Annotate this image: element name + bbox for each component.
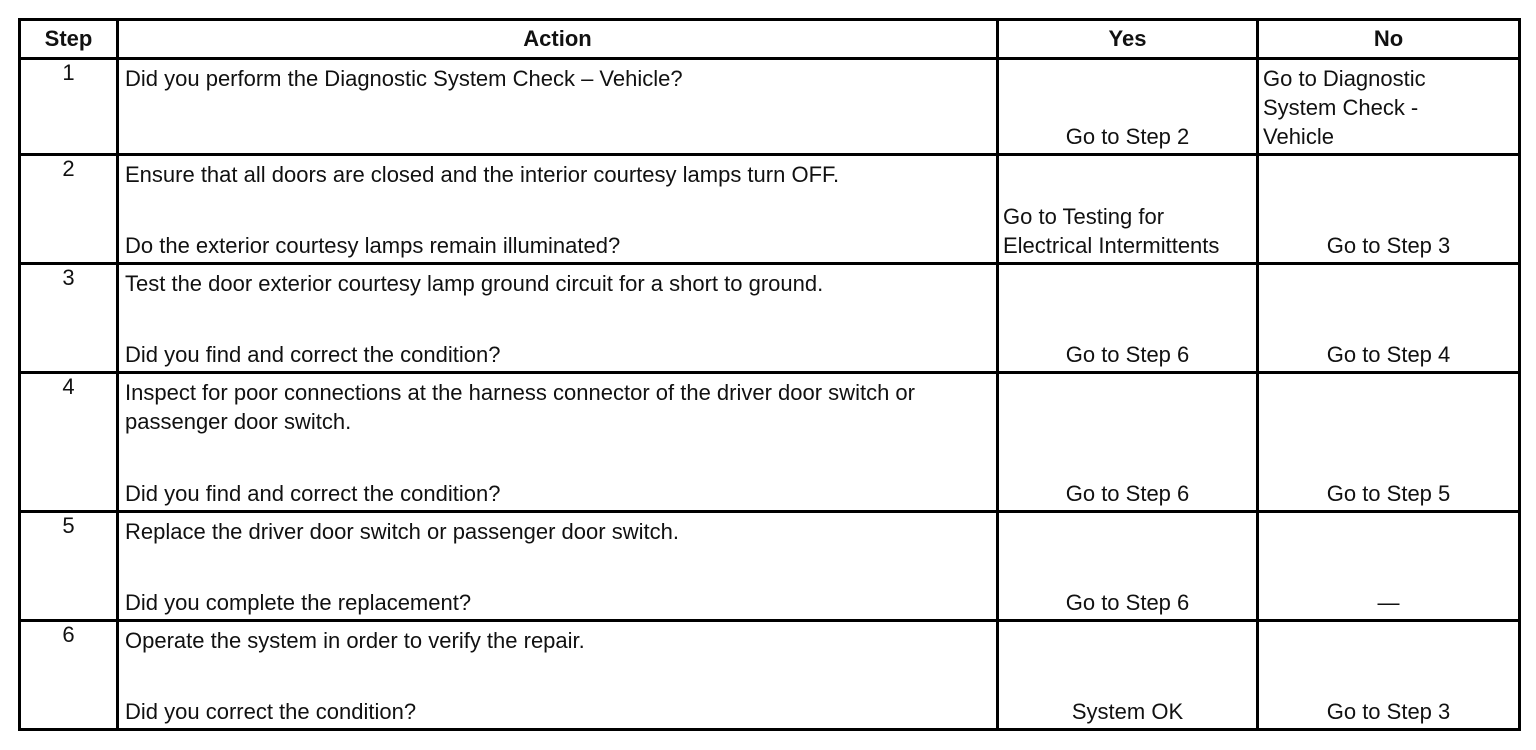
action-question: Did you correct the condition? — [125, 699, 417, 724]
yes-cell — [998, 264, 1258, 373]
step-number: 2 — [20, 155, 118, 264]
step-number: 1 — [20, 59, 118, 155]
action-cell — [118, 59, 998, 155]
yes-cell — [998, 511, 1258, 620]
action-question: Did you complete the replacement? — [125, 589, 472, 615]
action-text: Test the door exterior courtesy lamp ground circuit for a short to ground. — [125, 271, 824, 297]
step-number: 5 — [20, 511, 118, 620]
action-cell — [118, 620, 998, 729]
header-no: No — [1258, 20, 1520, 59]
action-cell — [118, 511, 998, 620]
yes-result: Go to Step 2 — [1065, 124, 1190, 149]
step-number: 4 — [20, 373, 118, 511]
action-question: Do the exterior courtesy lamps remain illuminated? — [125, 233, 621, 259]
header-yes: Yes — [998, 20, 1258, 59]
yes-result: Go to Step 6 — [1065, 589, 1190, 615]
no-cell — [1258, 373, 1520, 511]
diagnostic-table — [18, 18, 1521, 731]
no-result: Go to Step 3 — [1326, 233, 1451, 259]
header-action: Action — [118, 20, 998, 59]
action-question: Did you find and correct the condition? — [125, 342, 501, 368]
no-cell — [1258, 155, 1520, 264]
no-cell — [1258, 620, 1520, 729]
no-cell — [1258, 511, 1520, 620]
no-result: Go to Step 3 — [1326, 699, 1451, 724]
yes-result: System OK — [1071, 699, 1184, 724]
no-result: Go to Step 4 — [1326, 342, 1451, 368]
action-text: Operate the system in order to verify the repair. — [125, 627, 585, 653]
yes-result: Go to Step 6 — [1065, 342, 1190, 368]
no-result: — — [1377, 589, 1400, 615]
no-result: Go to Diagnostic System Check - Vehicle — [1263, 66, 1426, 149]
yes-cell — [998, 59, 1258, 155]
table-header-row — [20, 20, 1520, 59]
no-result: Go to Step 5 — [1326, 480, 1451, 506]
action-text: Inspect for poor connections at the harness connector of the driver door switch or passenger door switch. — [125, 380, 915, 435]
table-row — [20, 264, 1520, 373]
table-row — [20, 155, 1520, 264]
action-cell — [118, 373, 998, 511]
table-row — [20, 620, 1520, 729]
yes-cell — [998, 373, 1258, 511]
action-text: Replace the driver door switch or passenger door switch. — [125, 518, 679, 544]
action-question: Did you find and correct the condition? — [125, 480, 501, 506]
table-row — [20, 59, 1520, 155]
table-row — [20, 373, 1520, 511]
no-cell — [1258, 59, 1520, 155]
yes-cell — [998, 620, 1258, 729]
diagnostic-table-container — [18, 18, 1518, 731]
action-text: Ensure that all doors are closed and the interior courtesy lamps turn OFF. — [125, 162, 840, 187]
step-number: 6 — [20, 620, 118, 729]
header-step: Step — [20, 20, 118, 59]
action-cell — [118, 264, 998, 373]
yes-result: Go to Testing for Electrical Intermittents — [1003, 204, 1220, 259]
yes-cell — [998, 155, 1258, 264]
step-number: 3 — [20, 264, 118, 373]
table-row — [20, 511, 1520, 620]
action-cell — [118, 155, 998, 264]
action-text: Did you perform the Diagnostic System Check – Vehicle? — [125, 66, 683, 91]
no-cell — [1258, 264, 1520, 373]
yes-result: Go to Step 6 — [1065, 480, 1190, 506]
